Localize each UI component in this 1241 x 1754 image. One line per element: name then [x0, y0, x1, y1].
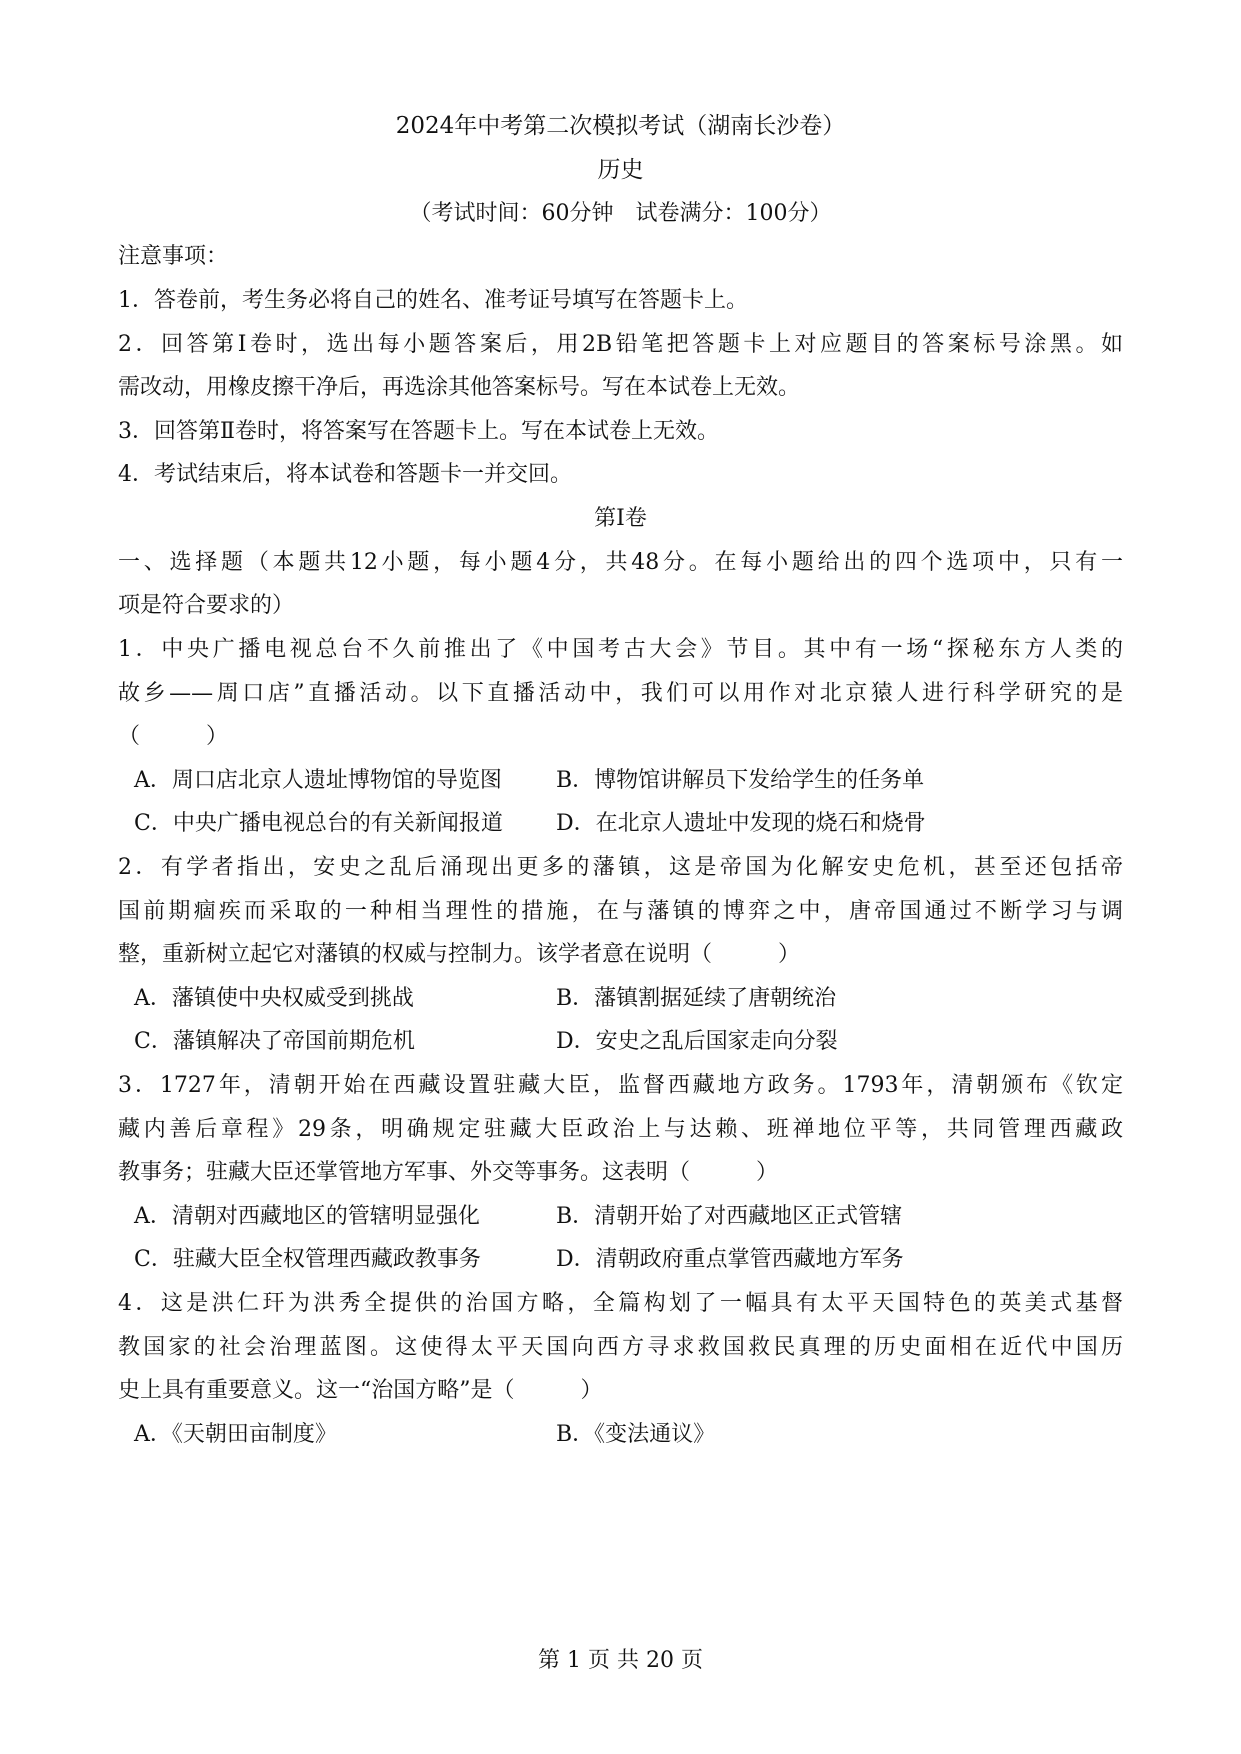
question-4-line-1: 4．这是洪仁玕为洪秀全提供的治国方略，全篇构划了一幅具有太平天国特色的英美式基督: [118, 1291, 1123, 1316]
question-1-option-a: A．周口店北京人遗址博物馆的导览图: [134, 768, 502, 793]
page-number: 第 1 页 共 20 页: [538, 1648, 703, 1673]
question-4-line-3: 史上具有重要意义。这一“治国方略”是（ ）: [118, 1378, 603, 1403]
question-3-option-a: A．清朝对西藏地区的管辖明显强化: [134, 1204, 480, 1229]
question-2-option-a: A．藩镇使中央权威受到挑战: [134, 986, 414, 1011]
exam-title: 2024年中考第二次模拟考试（湖南长沙卷）: [395, 113, 846, 139]
notice-item-4: 4．考试结束后，将本试卷和答题卡一并交回。: [118, 462, 572, 487]
question-3-option-b: B．清朝开始了对西藏地区正式管辖: [556, 1204, 903, 1229]
question-4-option-a: A．《天朝田亩制度》: [134, 1422, 337, 1447]
notice-heading: 注意事项：: [118, 244, 229, 269]
question-3-option-c: C．驻藏大臣全权管理西藏政教事务: [134, 1247, 481, 1272]
section-intro-line-2: 项是符合要求的）: [118, 593, 295, 618]
notice-item-1: 1．答卷前，考生务必将自己的姓名、准考证号填写在答题卡上。: [118, 288, 748, 313]
question-3-option-d: D．清朝政府重点掌管西藏地方军务: [556, 1247, 904, 1272]
exam-info: （考试时间：60分钟 试卷满分：100分）: [409, 201, 832, 226]
question-1-option-b: B．博物馆讲解员下发给学生的任务单: [556, 768, 925, 793]
notice-item-2-line-1: 2．回答第Ⅰ卷时，选出每小题答案后，用2B铅笔把答题卡上对应题目的答案标号涂黑。如: [118, 332, 1123, 357]
question-2-option-b: B．藩镇割据延续了唐朝统治: [556, 986, 837, 1011]
question-1-line-1: 1．中央广播电视总台不久前推出了《中国考古大会》节目。其中有一场“探秘东方人类的: [118, 637, 1123, 662]
question-4-line-2: 教国家的社会治理蓝图。这使得太平天国向西方寻求救国救民真理的历史面相在近代中国历: [118, 1335, 1123, 1360]
question-1-line-3: （ ）: [118, 724, 229, 749]
question-2-line-1: 2．有学者指出，安史之乱后涌现出更多的藩镇，这是帝国为化解安史危机，甚至还包括帝: [118, 855, 1123, 880]
question-1-line-2: 故乡——周口店”直播活动。以下直播活动中，我们可以用作对北京猿人进行科学研究的是: [118, 681, 1123, 706]
notice-item-3: 3．回答第Ⅱ卷时，将答案写在答题卡上。写在本试卷上无效。: [118, 419, 719, 444]
question-1-option-c: C．中央广播电视总台的有关新闻报道: [134, 811, 503, 836]
notice-item-2-line-2: 需改动，用橡皮擦干净后，再选涂其他答案标号。写在本试卷上无效。: [118, 375, 801, 400]
question-2-line-2: 国前期痼疾而采取的一种相当理性的措施，在与藩镇的博弈之中，唐帝国通过不断学习与调: [118, 899, 1123, 924]
question-4-option-b: B．《变法通议》: [556, 1422, 716, 1447]
question-2-line-3: 整，重新树立起它对藩镇的权威与控制力。该学者意在说明（ ）: [118, 942, 801, 967]
question-3-line-3: 教事务；驻藏大臣还掌管地方军事、外交等事务。这表明（ ）: [118, 1160, 779, 1185]
question-2-option-d: D．安史之乱后国家走向分裂: [556, 1029, 838, 1054]
section-intro-line-1: 一、选择题（本题共12小题，每小题4分，共48分。在每小题给出的四个选项中，只有一: [118, 550, 1123, 575]
volume-title: 第Ⅰ卷: [594, 506, 647, 531]
question-3-line-2: 藏内善后章程》29条，明确规定驻藏大臣政治上与达赖、班禅地位平等，共同管理西藏政: [118, 1117, 1123, 1142]
subject-title: 历史: [597, 157, 644, 183]
question-1-option-d: D．在北京人遗址中发现的烧石和烧骨: [556, 811, 926, 836]
question-3-line-1: 3．1727年，清朝开始在西藏设置驻藏大臣，监督西藏地方政务。1793年，清朝颁布《钦定: [118, 1073, 1123, 1098]
question-2-option-c: C．藩镇解决了帝国前期危机: [134, 1029, 415, 1054]
